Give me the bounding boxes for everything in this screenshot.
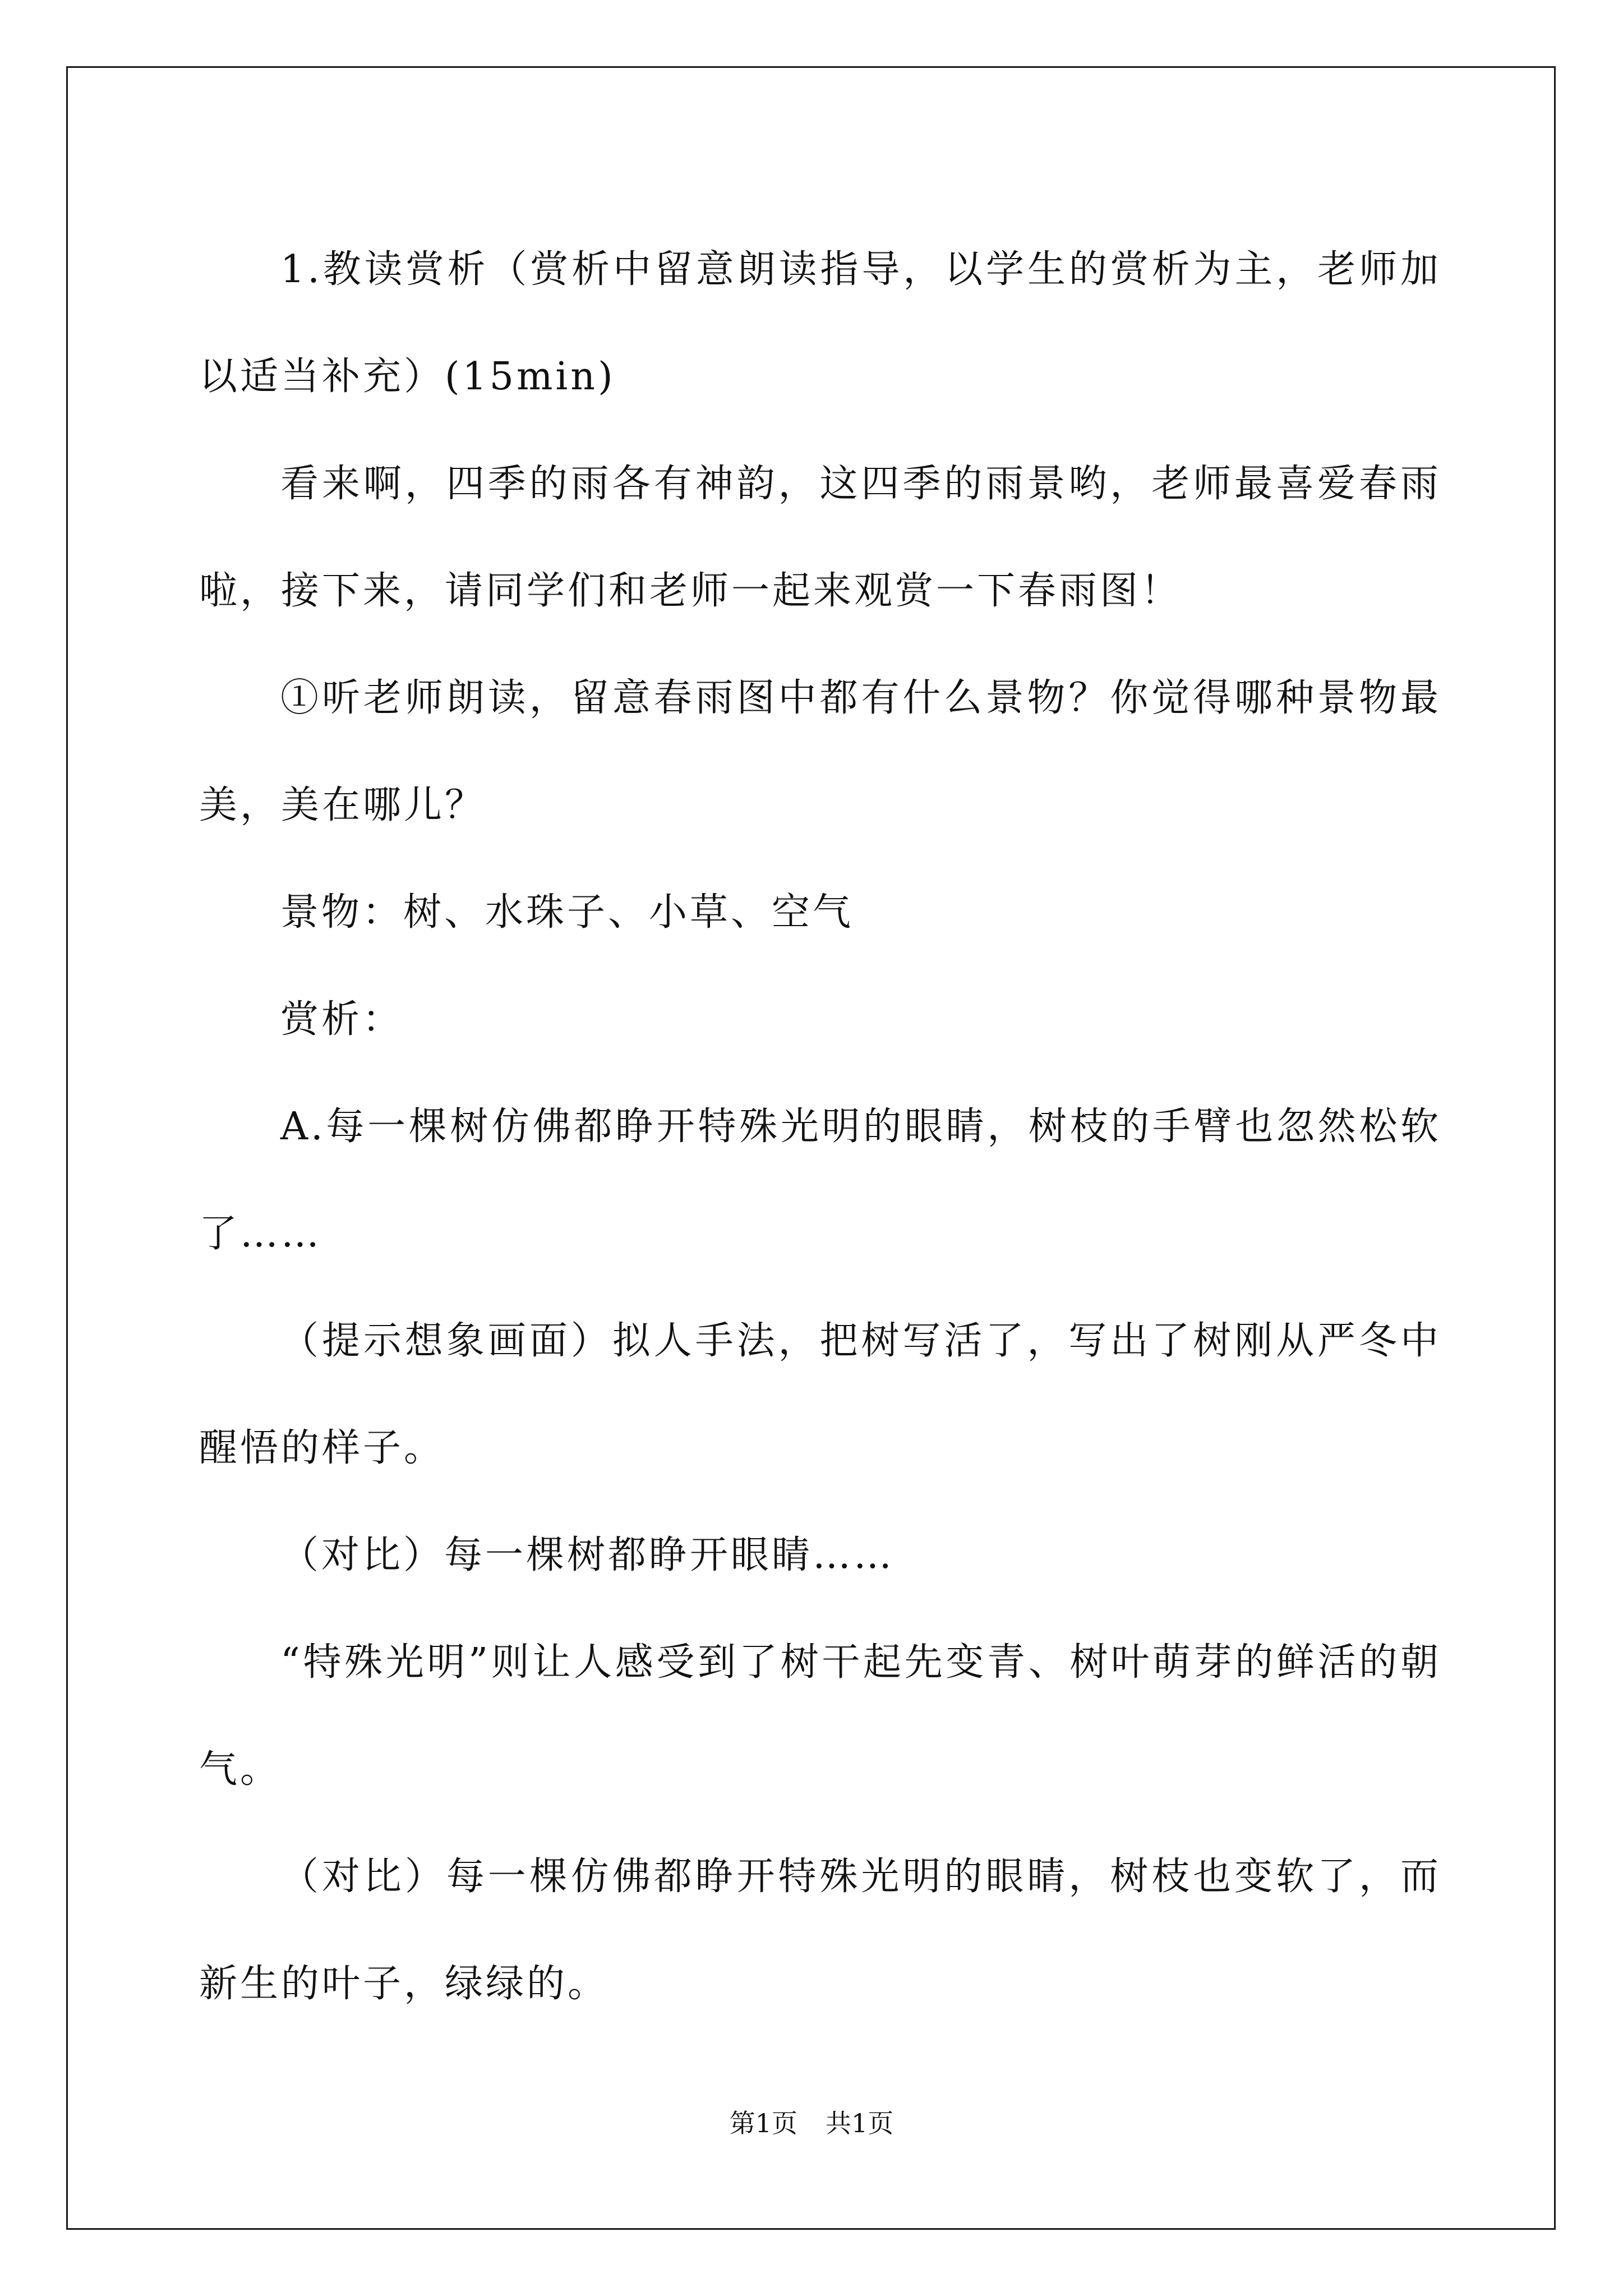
paragraph-10: （对比）每一棵仿佛都睁开特殊光明的眼睛，树枝也变软了，而新生的叶子，绿绿的。 xyxy=(199,1855,1441,2006)
paragraph-8: （对比）每一棵树都睁开眼睛…… xyxy=(280,1533,895,1577)
paragraph-5: 赏析： xyxy=(280,997,404,1042)
page-footer xyxy=(0,2106,1623,2140)
paragraph-3: ①听老师朗读，留意春雨图中都有什么景物？你觉得哪种景物最美，美在哪儿？ xyxy=(199,676,1441,827)
page-number-total: 共1页 xyxy=(826,2108,894,2138)
paragraph-9: “特殊光明”则让人感受到了树干起先变青、树叶萌芽的鲜活的朝气。 xyxy=(199,1640,1441,1792)
page-number-current: 第1页 xyxy=(729,2108,797,2138)
paragraph-1: 1.教读赏析（赏析中留意朗读指导，以学生的赏析为主，老师加以适当补充）(15min) xyxy=(199,247,1441,399)
paragraph-2: 看来啊，四季的雨各有神韵，这四季的雨景哟，老师最喜爱春雨啦，接下来，请同学们和老师一起来观赏一下春雨图！ xyxy=(199,462,1441,613)
paragraph-6: A.每一棵树仿佛都睁开特殊光明的眼睛，树枝的手臂也忽然松软了…… xyxy=(199,1105,1441,1256)
paragraph-4: 景物：树、水珠子、小草、空气 xyxy=(280,890,854,935)
paragraph-7: （提示想象画面）拟人手法，把树写活了，写出了树刚从严冬中醒悟的样子。 xyxy=(199,1319,1441,1470)
document-body xyxy=(199,216,1441,2037)
